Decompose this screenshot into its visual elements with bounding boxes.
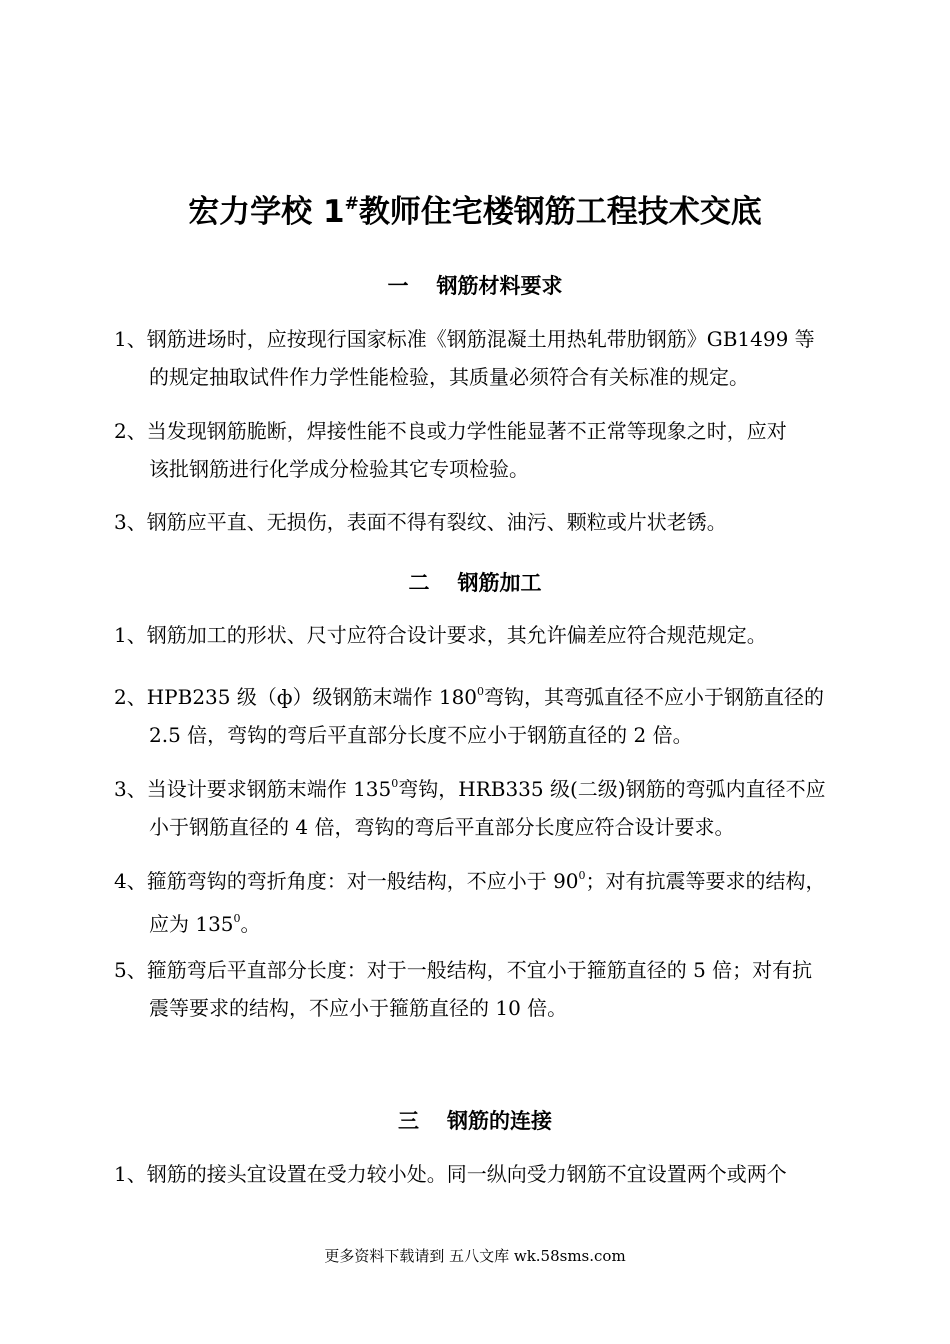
- section-number: 三: [398, 1109, 419, 1133]
- list-item: 2、HPB235 级（ф）级钢筋末端作 $180^0$弯钩，其弯弧直径不应小于钢筋直径的 2.5 倍，弯钩的弯后平直部分长度不应小于钢筋直径的 2 倍。: [114, 685, 825, 747]
- list-item: 2、当发现钢筋脆断，焊接性能不良或力学性能显著不正常等现象之时，应对 该批钢筋进行化学成分检验其它专项检验。: [114, 419, 787, 481]
- section-heading-1: [0, 270, 950, 300]
- section-heading-2: [0, 567, 950, 597]
- section-number: 一: [387, 274, 409, 298]
- list-item: 3、钢筋应平直、无损伤，表面不得有裂纹、油污、颗粒或片状老锈。: [114, 510, 727, 534]
- title-superscript: #: [344, 194, 359, 214]
- list-item: 1、钢筋加工的形状、尺寸应符合设计要求，其允许偏差应符合规范规定。: [114, 623, 767, 647]
- section-title: 钢筋的连接: [447, 1109, 552, 1133]
- list-item: 1、钢筋的接头宜设置在受力较小处。同一纵向受力钢筋不宜设置两个或两个: [114, 1162, 787, 1186]
- section-number: 二: [408, 571, 430, 595]
- list-item: 5、箍筋弯后平直部分长度：对于一般结构，不宜小于箍筋直径的 5 倍；对有抗 震等要求的结构，不应小于箍筋直径的 10 倍。: [114, 958, 813, 1020]
- list-item: 4、箍筋弯钩的弯折角度：对一般结构，不应小于 $90^0$；对有抗震等要求的结构， 应为 $135^0$。: [114, 869, 826, 936]
- section-heading-3: [0, 1105, 950, 1135]
- list-item: 1、钢筋进场时，应按现行国家标准《钢筋混凝土用热轧带肋钢筋》GB1499 等 的规定抽取试件作力学性能检验，其质量必须符合有关标准的规定。: [114, 327, 815, 389]
- page-footer: 更多资料下载请到 五八文库 wk.58sms.com: [324, 1247, 626, 1265]
- section-title: 钢筋加工: [457, 571, 542, 595]
- list-item: 3、当设计要求钢筋末端作 $135^0$弯钩，HRB335 级(二级)钢筋的弯弧内直径不应 小于钢筋直径的 4 倍，弯钩的弯后平直部分长度应符合设计要求。: [114, 777, 826, 839]
- section-title: 钢筋材料要求: [436, 274, 563, 298]
- document-title: 宏力学校 1#教师住宅楼钢筋工程技术交底: [188, 194, 762, 230]
